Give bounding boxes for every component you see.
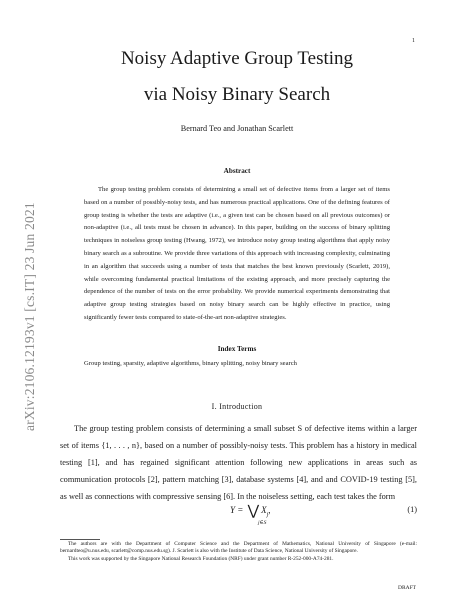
introduction-paragraph: The group testing problem consists of determining a small subset S of defective items within a larger set of items {1, . . . , n}, based on a number of possibly-noisy tests. This problem has a history in medical testing [1], and has regained significant attention following new applications in areas such as communication protocols [2], pattern matching [3], database systems [4], and and COVID-19 testing [5], as well as connections with compressive sensing [6]. In the noiseless setting, each test takes the form bbox=[60, 424, 417, 501]
paper-title-line-1: Noisy Adaptive Group Testing bbox=[120, 48, 354, 69]
draft-label: DRAFT bbox=[397, 585, 416, 591]
equation-term-subscript: j bbox=[266, 511, 269, 518]
equation-term: X bbox=[261, 505, 267, 515]
equation-trailing-comma: , bbox=[268, 505, 271, 515]
equation-1 bbox=[60, 503, 417, 531]
abstract-text: The group testing problem consists of determining a small set of defective items from a larger set of items based on a number of possibly-noisy tests, and has numerous practical applications. One of the defining features of group testing is whether the tests are adaptive (i.e., a given test can be chosen based on all previous outcomes) or non-adaptive (i.e., all tests must be chosen in advance). In this paper, building on the success of binary splitting techniques in noiseless group testing (Hwang, 1972), we introduce noisy group testing algorithms that apply noisy binary search as a subroutine. We provide three variations of this approach with increasing complexity, culminating in an algorithm that succeeds using a number of tests that matches the best known previously (Scarlett, 2019), while overcoming fundamental practical limitations of the existing approach, and more precisely capturing the dependence of the number of tests on the error probability. We provide numerical experiments demonstrating that adaptive group testing strategies based on noisy binary search can be highly effective in practice, using significantly fewer tests compared to state-of-the-art non-adaptive strategies. bbox=[84, 186, 390, 321]
section-heading-introduction: I. Introduction bbox=[211, 402, 263, 411]
index-terms-heading: Index Terms bbox=[217, 345, 257, 353]
page-number: 1 bbox=[412, 38, 415, 44]
equation-lhs: Y bbox=[230, 505, 236, 515]
index-terms-text: Group testing, sparsity, adaptive algorithms, binary splitting, noisy binary search bbox=[84, 360, 297, 367]
equation-big-or-operator: ⋁ bbox=[247, 504, 260, 519]
arxiv-identifier-stamp: arXiv:2106.12193v1 [cs.IT] 23 Jun 2021 bbox=[22, 202, 37, 431]
paper-title-line-2: via Noisy Binary Search bbox=[143, 84, 331, 105]
footnotes bbox=[60, 541, 417, 563]
equation-number: (1) bbox=[407, 505, 417, 514]
equation-expression: Y = ⋁ $X_j$, bbox=[230, 504, 271, 519]
footnote-separator bbox=[60, 539, 100, 540]
author-list: Bernard Teo and Jonathan Scarlett bbox=[180, 124, 294, 133]
footnote-affiliation: The authors are with the Department of Computer Science and the Department of Mathematics, National University of Singapore (e-mail: bernardteo@u.nus.edu, scarlett@comp.nus.edu.sg). J. Scarlett is also with the Institute of Data Science, National University of Singapore. bbox=[60, 541, 417, 555]
abstract-heading: Abstract bbox=[223, 167, 251, 175]
footnote-funding: This work was supported by the Singapore National Research Foundation (NRF) under grant number R-252-000-A74-281. bbox=[68, 555, 334, 562]
equation-operator-subscript: j∈S bbox=[258, 520, 267, 526]
